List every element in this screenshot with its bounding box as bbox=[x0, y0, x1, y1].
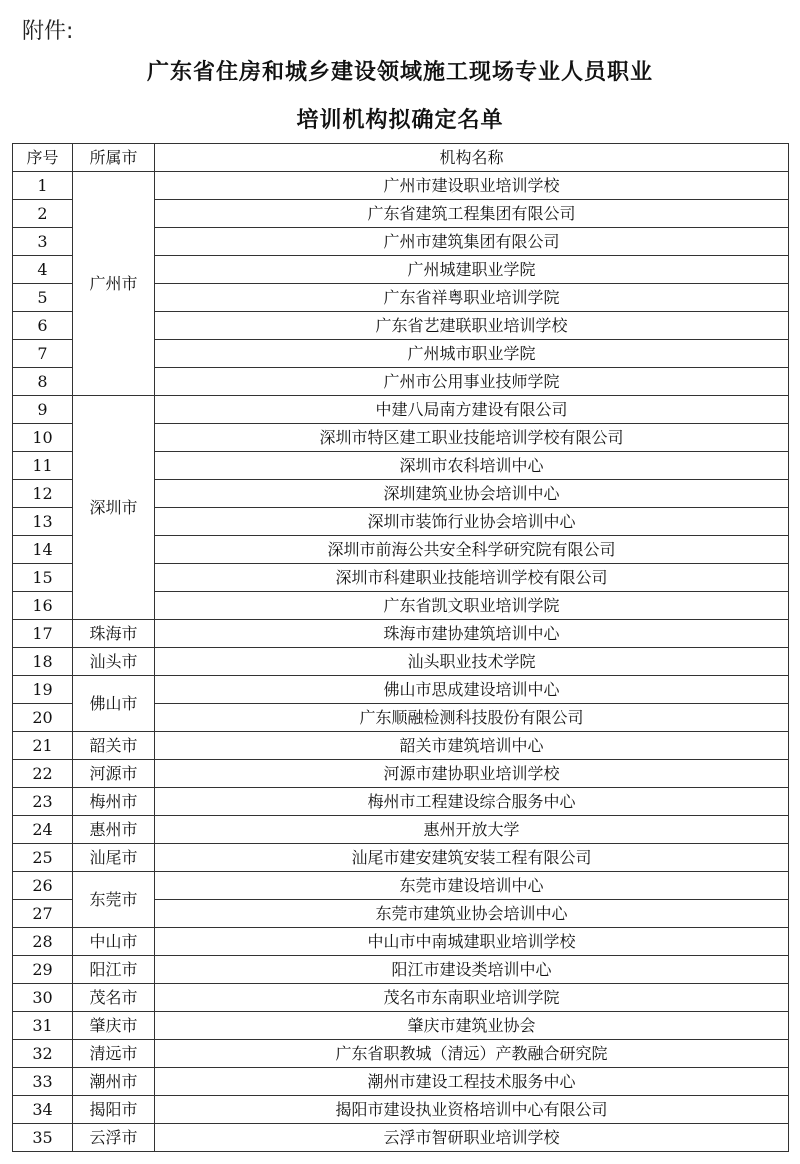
table-row bbox=[13, 816, 789, 844]
row-institution-name: 深圳市科建职业技能培训学校有限公司 bbox=[155, 564, 789, 592]
row-city: 清远市 bbox=[73, 1040, 155, 1068]
row-city: 汕尾市 bbox=[73, 844, 155, 872]
row-index: 6 bbox=[13, 312, 73, 340]
row-institution-name: 潮州市建设工程技术服务中心 bbox=[155, 1068, 789, 1096]
table-row bbox=[13, 620, 789, 648]
row-index: 31 bbox=[13, 1012, 73, 1040]
row-index: 15 bbox=[13, 564, 73, 592]
row-city: 深圳市 bbox=[73, 396, 155, 620]
row-city: 肇庆市 bbox=[73, 1012, 155, 1040]
row-city: 云浮市 bbox=[73, 1124, 155, 1152]
row-index: 13 bbox=[13, 508, 73, 536]
row-index: 34 bbox=[13, 1096, 73, 1124]
row-index: 12 bbox=[13, 480, 73, 508]
row-institution-name: 河源市建协职业培训学校 bbox=[155, 760, 789, 788]
table-row bbox=[13, 676, 789, 704]
row-index: 25 bbox=[13, 844, 73, 872]
row-institution-name: 深圳市特区建工职业技能培训学校有限公司 bbox=[155, 424, 789, 452]
row-index: 23 bbox=[13, 788, 73, 816]
table-row bbox=[13, 760, 789, 788]
row-institution-name: 深圳市前海公共安全科学研究院有限公司 bbox=[155, 536, 789, 564]
row-institution-name: 深圳建筑业协会培训中心 bbox=[155, 480, 789, 508]
attachment-label: 附件: bbox=[22, 19, 74, 44]
table-row bbox=[13, 1012, 789, 1040]
row-institution-name: 深圳市装饰行业协会培训中心 bbox=[155, 508, 789, 536]
row-institution-name: 茂名市东南职业培训学院 bbox=[155, 984, 789, 1012]
table-row bbox=[13, 1068, 789, 1096]
row-index: 8 bbox=[13, 368, 73, 396]
row-index: 22 bbox=[13, 760, 73, 788]
row-city: 韶关市 bbox=[73, 732, 155, 760]
row-index: 20 bbox=[13, 704, 73, 732]
row-institution-name: 揭阳市建设执业资格培训中心有限公司 bbox=[155, 1096, 789, 1124]
row-institution-name: 珠海市建协建筑培训中心 bbox=[155, 620, 789, 648]
table-body bbox=[13, 172, 789, 1152]
row-index: 35 bbox=[13, 1124, 73, 1152]
row-index: 16 bbox=[13, 592, 73, 620]
row-city: 茂名市 bbox=[73, 984, 155, 1012]
row-institution-name: 佛山市思成建设培训中心 bbox=[155, 676, 789, 704]
table-row bbox=[13, 928, 789, 956]
row-institution-name: 东莞市建设培训中心 bbox=[155, 872, 789, 900]
table-row bbox=[13, 1040, 789, 1068]
row-institution-name: 中建八局南方建设有限公司 bbox=[155, 396, 789, 424]
row-index: 2 bbox=[13, 200, 73, 228]
table-row bbox=[13, 648, 789, 676]
row-institution-name: 广东省凯文职业培训学院 bbox=[155, 592, 789, 620]
row-city: 河源市 bbox=[73, 760, 155, 788]
row-index: 17 bbox=[13, 620, 73, 648]
row-city: 梅州市 bbox=[73, 788, 155, 816]
table-row bbox=[13, 844, 789, 872]
row-city: 东莞市 bbox=[73, 872, 155, 928]
row-institution-name: 肇庆市建筑业协会 bbox=[155, 1012, 789, 1040]
row-index: 19 bbox=[13, 676, 73, 704]
table-row bbox=[13, 956, 789, 984]
row-city: 惠州市 bbox=[73, 816, 155, 844]
row-city: 潮州市 bbox=[73, 1068, 155, 1096]
row-institution-name: 广东省祥粤职业培训学院 bbox=[155, 284, 789, 312]
row-institution-name: 云浮市智研职业培训学校 bbox=[155, 1124, 789, 1152]
table-row bbox=[13, 396, 789, 424]
table-row bbox=[13, 1124, 789, 1152]
row-institution-name: 广州市建设职业培训学校 bbox=[155, 172, 789, 200]
row-index: 28 bbox=[13, 928, 73, 956]
row-institution-name: 深圳市农科培训中心 bbox=[155, 452, 789, 480]
row-index: 4 bbox=[13, 256, 73, 284]
row-index: 33 bbox=[13, 1068, 73, 1096]
row-institution-name: 汕头职业技术学院 bbox=[155, 648, 789, 676]
row-index: 11 bbox=[13, 452, 73, 480]
row-index: 1 bbox=[13, 172, 73, 200]
table-row bbox=[13, 984, 789, 1012]
row-index: 24 bbox=[13, 816, 73, 844]
row-city: 阳江市 bbox=[73, 956, 155, 984]
table-row bbox=[13, 872, 789, 900]
row-city: 揭阳市 bbox=[73, 1096, 155, 1124]
row-institution-name: 广东省职教城（清远）产教融合研究院 bbox=[155, 1040, 789, 1068]
row-institution-name: 广州市公用事业技师学院 bbox=[155, 368, 789, 396]
column-header-institution: 机构名称 bbox=[155, 144, 789, 172]
row-index: 32 bbox=[13, 1040, 73, 1068]
row-index: 10 bbox=[13, 424, 73, 452]
row-index: 29 bbox=[13, 956, 73, 984]
row-institution-name: 阳江市建设类培训中心 bbox=[155, 956, 789, 984]
column-header-city: 所属市 bbox=[73, 144, 155, 172]
row-index: 9 bbox=[13, 396, 73, 424]
row-index: 3 bbox=[13, 228, 73, 256]
row-city: 广州市 bbox=[73, 172, 155, 396]
row-index: 7 bbox=[13, 340, 73, 368]
row-institution-name: 韶关市建筑培训中心 bbox=[155, 732, 789, 760]
row-index: 5 bbox=[13, 284, 73, 312]
row-city: 汕头市 bbox=[73, 648, 155, 676]
row-index: 14 bbox=[13, 536, 73, 564]
row-institution-name: 中山市中南城建职业培训学校 bbox=[155, 928, 789, 956]
row-institution-name: 惠州开放大学 bbox=[155, 816, 789, 844]
row-institution-name: 广州市建筑集团有限公司 bbox=[155, 228, 789, 256]
row-city: 佛山市 bbox=[73, 676, 155, 732]
table-header-row bbox=[13, 144, 789, 172]
row-index: 18 bbox=[13, 648, 73, 676]
row-index: 30 bbox=[13, 984, 73, 1012]
row-institution-name: 广东省建筑工程集团有限公司 bbox=[155, 200, 789, 228]
table-row bbox=[13, 172, 789, 200]
row-index: 27 bbox=[13, 900, 73, 928]
row-city: 中山市 bbox=[73, 928, 155, 956]
row-institution-name: 东莞市建筑业协会培训中心 bbox=[155, 900, 789, 928]
column-header-index: 序号 bbox=[13, 144, 73, 172]
row-institution-name: 广东省艺建联职业培训学校 bbox=[155, 312, 789, 340]
row-institution-name: 广东顺融检测科技股份有限公司 bbox=[155, 704, 789, 732]
row-institution-name: 梅州市工程建设综合服务中心 bbox=[155, 788, 789, 816]
row-index: 26 bbox=[13, 872, 73, 900]
document-title-line2: 培训机构拟确定名单 bbox=[296, 108, 504, 133]
row-index: 21 bbox=[13, 732, 73, 760]
institution-table bbox=[12, 143, 789, 1152]
table-row bbox=[13, 1096, 789, 1124]
document-title-line1: 广东省住房和城乡建设领域施工现场专业人员职业 bbox=[146, 60, 653, 85]
row-city: 珠海市 bbox=[73, 620, 155, 648]
row-institution-name: 广州城建职业学院 bbox=[155, 256, 789, 284]
table-row bbox=[13, 732, 789, 760]
table-row bbox=[13, 788, 789, 816]
row-institution-name: 广州城市职业学院 bbox=[155, 340, 789, 368]
row-institution-name: 汕尾市建安建筑安装工程有限公司 bbox=[155, 844, 789, 872]
